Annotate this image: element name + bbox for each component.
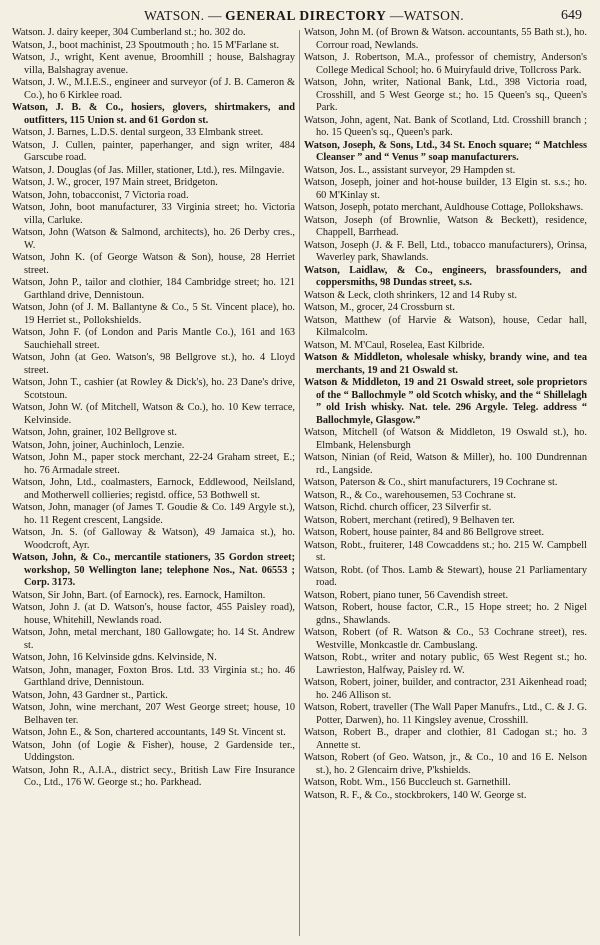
directory-entry: Watson, Sir John, Bart. (of Earnock), res. Earnock, Hamilton.: [12, 589, 266, 601]
directory-entry: Watson, John, & Co., mercantile stationers, 35 Gordon street; workshop, 50 Wellington lane; telephone Nos., Nat. 06553 ; Corp. 3173.: [12, 552, 295, 588]
directory-entry: Watson, John, manager (of James T. Goudie & Co. 149 Argyle st.), ho. 11 Regent crescent, Langside.: [12, 502, 295, 526]
directory-entry: Watson, Robert (of R. Watson & Co., 53 Cochrane street), res. Westville, Monkcastle dr. Cambuslang.: [304, 627, 587, 651]
directory-entry: Watson, J. W., grocer, 197 Main street, Bridgeton.: [12, 177, 218, 188]
directory-entry: Watson, John, 16 Kelvinside gdns. Kelvinside, N.: [12, 652, 217, 663]
running-head-right: —WATSON.: [389, 8, 464, 23]
directory-entry: Watson, J., boot machinist, 23 Spoutmouth ; ho. 15 M'Farlane st.: [12, 39, 280, 51]
directory-entry: Watson, John (at Geo. Watson's, 98 Bellgrove st.), ho. 4 Lloyd street.: [12, 352, 295, 376]
directory-entry: Watson, John (of J. M. Ballantyne & Co., 5 St. Vincent place), ho. 19 Herriet st., Pollokshields.: [12, 302, 295, 326]
right-column: [304, 27, 587, 939]
directory-entry: Watson, John, 43 Gardner st., Partick.: [12, 689, 168, 701]
directory-entry: Watson, Jn. S. (of Galloway & Watson), 49 Jamaica st.), ho. Woodcroft, Ayr.: [12, 527, 295, 551]
left-column: [12, 27, 295, 939]
directory-entry: Watson, Robert, house painter, 84 and 86 Bellgrove street.: [304, 527, 545, 538]
directory-entry: Watson, John W. (of Mitchell, Watson & Co.), ho. 10 Kew terrace, Kelvinside.: [12, 402, 295, 426]
directory-entry: Watson, John J. (at D. Watson's, house factor, 455 Paisley road), house, Whitehill, Newlands road.: [12, 602, 295, 626]
directory-entry: Watson, R., & Co., warehousemen, 53 Cochrane st.: [304, 489, 516, 501]
directory-entry: Watson, J. Douglas (of Jas. Miller, stationer, Ltd.), res. Milngavie.: [12, 164, 285, 176]
directory-entry: Watson & Middleton, 19 and 21 Oswald street, sole proprietors of the “ Ballochmyle ” old Scotch whisky, and the “ Shillelagh ” old Irish whisky. Nat. tele. 296 Argyle. Teleg. address “ Ballochmyle, Glasgow.”: [304, 377, 587, 426]
directory-entry: Watson, J. B. & Co., hosiers, glovers, shirtmakers, and outfitters, 115 Union st. and 61 Gordon st.: [12, 102, 295, 126]
directory-entry: Watson, R. F., & Co., stockbrokers, 140 W. George st.: [304, 789, 527, 801]
page-number: 649: [561, 8, 582, 23]
directory-entry: Watson, Joseph (J. & F. Bell, Ltd., tobacco manufacturers), Orinsa, Waverley park, Shawlands.: [304, 239, 587, 263]
directory-entry: Watson, Robert, merchant (retired), 9 Belhaven ter.: [304, 514, 515, 526]
column-divider: [299, 30, 300, 936]
directory-entry: Watson, Mitchell (of Watson & Middleton, 19 Oswald st.), ho. Elmbank, Helensburgh: [304, 427, 587, 451]
directory-entry: Watson, J. Cullen, painter, paperhanger, and sign writer, 484 Garscube road.: [12, 139, 295, 163]
directory-entry: Watson & Leck, cloth shrinkers, 12 and 14 Ruby st.: [304, 289, 518, 301]
directory-entry: Watson, John, tobacconist, 7 Victoria road.: [12, 189, 189, 201]
directory-entry: Watson, John, Ltd., coalmasters, Earnock, Eddlewood, Neilsland, and Motherwell collieries; registd. office, 53 Bothwell st.: [12, 477, 295, 501]
page-header: [24, 6, 582, 26]
directory-entry: Watson, John, manager, Foxton Bros. Ltd. 33 Virginia st.; ho. 46 Garthland drive, Dennistoun.: [12, 664, 295, 688]
directory-entry: Watson, Robt., writer and notary public, 65 West Regent st.; ho. Lawrieston, Halfway, Paisley rd. W.: [304, 652, 587, 676]
directory-entry: Watson, John, agent, Nat. Bank of Scotland, Ltd. Crosshill branch ; ho. 15 Queen's sq., Queen's park.: [304, 114, 587, 138]
directory-entry: Watson, John, wine merchant, 207 West George street; house, 10 Belhaven ter.: [12, 702, 295, 726]
directory-entry: Watson, John M., paper stock merchant, 22-24 Graham street, E.; ho. 76 Armadale street.: [12, 452, 295, 476]
directory-entry: Watson, Robt. (of Thos. Lamb & Stewart), house 21 Parliamentary road.: [304, 564, 587, 588]
directory-entry: Watson, Jos. L., assistant surveyor, 29 Hampden st.: [304, 164, 516, 176]
running-head-title: GENERAL DIRECTORY: [225, 8, 387, 23]
directory-entry: Watson, John (Watson & Salmond, architects), ho. 26 Derby cres., W.: [12, 227, 295, 251]
directory-entry: Watson, John, joiner, Auchinloch, Lenzie.: [12, 439, 185, 451]
directory-entry: Watson, John, metal merchant, 180 Gallowgate; ho. 14 St. Andrew st.: [12, 627, 295, 651]
directory-entry: Watson, Robert, piano tuner, 56 Cavendish street.: [304, 589, 509, 601]
directory-entry: Watson, M., grocer, 24 Crossburn st.: [304, 302, 455, 313]
directory-entry: Watson, John F. (of London and Paris Mantle Co.), 161 and 163 Sauchiehall street.: [12, 327, 295, 351]
directory-entry: Watson, Richd. church officer, 23 Silverfir st.: [304, 502, 492, 513]
directory-entry: Watson, Joseph (of Brownlie, Watson & Beckett), residence, Chappell, Barrhead.: [304, 214, 587, 238]
directory-entry: Watson, Matthew (of Harvie & Watson), house, Cedar hall, Kilmalcolm.: [304, 314, 587, 338]
directory-entry: Watson, M. M'Caul, Roselea, East Kilbride.: [304, 339, 485, 351]
directory-entry: Watson, J. Robertson, M.A., professor of chemistry, Anderson's College Medical School; ho. 6 Muiryfauld drive, Tollcross Park.: [304, 52, 587, 76]
directory-entry: Watson, John, writer, National Bank, Ltd., 398 Victoria road, Crosshill, and 5 West George st.; ho. 15 Queen's sq., Queen's Park.: [304, 77, 587, 113]
directory-entry: Watson, John P., tailor and clothier, 184 Cambridge street; ho. 121 Garthland drive, Dennistoun.: [12, 277, 295, 301]
directory-entry: Watson, Robert B., draper and clothier, 81 Cadogan st.; ho. 3 Annette st.: [304, 727, 587, 751]
running-head-left: WATSON. —: [144, 8, 222, 23]
directory-entry: Watson, John R., A.I.A., district secy., British Law Fire Insurance Co., Ltd., 176 W. George st.; ho. Parkhead.: [12, 764, 295, 788]
directory-entry: Watson, Robert, house factor, C.R., 15 Hope street; ho. 2 Nigel gdns., Shawlands.: [304, 602, 587, 626]
directory-entry: Watson, Joseph, potato merchant, Auldhouse Cottage, Pollokshaws.: [304, 202, 584, 213]
directory-entry: Watson, John K. (of George Watson & Son), house, 28 Herriet street.: [12, 252, 295, 276]
directory-entry: Watson, John (of Logie & Fisher), house, 2 Gardenside ter., Uddingston.: [12, 739, 295, 763]
directory-entry: Watson, John M. (of Brown & Watson. accountants, 55 Bath st.), ho. Corrour road, Newlands.: [304, 27, 587, 51]
directory-entry: Watson & Middleton, wholesale whisky, brandy wine, and tea merchants, 19 and 21 Oswald st.: [304, 352, 587, 376]
directory-entry: Watson, J. W., M.I.E.S., engineer and surveyor (of J. B. Cameron & Co.), ho 6 Kirklee road.: [12, 77, 295, 101]
directory-entry: Watson, Robt. Wm., 156 Buccleuch st. Garnethill.: [304, 777, 511, 788]
directory-entry: Watson, John, grainer, 102 Bellgrove st.: [12, 427, 177, 438]
directory-entry: Watson, Ninian (of Reid, Watson & Miller), ho. 100 Dundrennan rd., Langside.: [304, 452, 587, 476]
directory-entry: Watson, Joseph, joiner and hot-house builder, 13 Elgin st. s.s.; ho. 60 M'Kinlay st.: [304, 177, 587, 201]
directory-entry: Watson, John E., & Son, chartered accountants, 149 St. Vincent st.: [12, 727, 286, 738]
running-head: [24, 6, 584, 26]
directory-entry: Watson, Joseph, & Sons, Ltd., 34 St. Enoch square; “ Matchless Cleanser ” and “ Venus ” soap manufacturers.: [304, 139, 587, 163]
directory-entry: Watson, J. Barnes, L.D.S. dental surgeon, 33 Elmbank street.: [12, 127, 264, 138]
directory-entry: Watson, Laidlaw, & Co., engineers, brassfounders, and coppersmiths, 98 Dundas street, s.s.: [304, 264, 587, 288]
directory-entry: Watson, Robert (of Geo. Watson, jr., & Co., 10 and 16 E. Nelson st.), ho. 2 Glencairn drive, P'kshields.: [304, 752, 587, 776]
directory-entry: Watson, John T., cashier (at Rowley & Dick's), ho. 23 Dane's drive, Scotstoun.: [12, 377, 295, 401]
directory-entry: Watson, John, boot manufacturer, 33 Virginia street; ho. Victoria villa, Carluke.: [12, 202, 295, 226]
directory-entry: Watson, Robert, joiner, builder, and contractor, 231 Aikenhead road; ho. 246 Allison st.: [304, 677, 587, 701]
directory-entry: Watson, J., wright, Kent avenue, Broomhill ; house, Balshagray villa, Balshagray avenue.: [12, 52, 295, 76]
directory-entry: Watson. J. dairy keeper, 304 Cumberland st.; ho. 302 do.: [12, 27, 246, 38]
directory-entry: Watson, Paterson & Co., shirt manufacturers, 19 Cochrane st.: [304, 477, 558, 488]
directory-entry: Watson, Robert, traveller (The Wall Paper Manufrs., Ltd., C. & J. G. Potter, Darwen), ho. 11 Kingsley avenue, Crosshill.: [304, 702, 587, 726]
directory-entry: Watson, Robt., fruiterer, 148 Cowcaddens st.; ho. 215 W. Campbell st.: [304, 539, 587, 563]
